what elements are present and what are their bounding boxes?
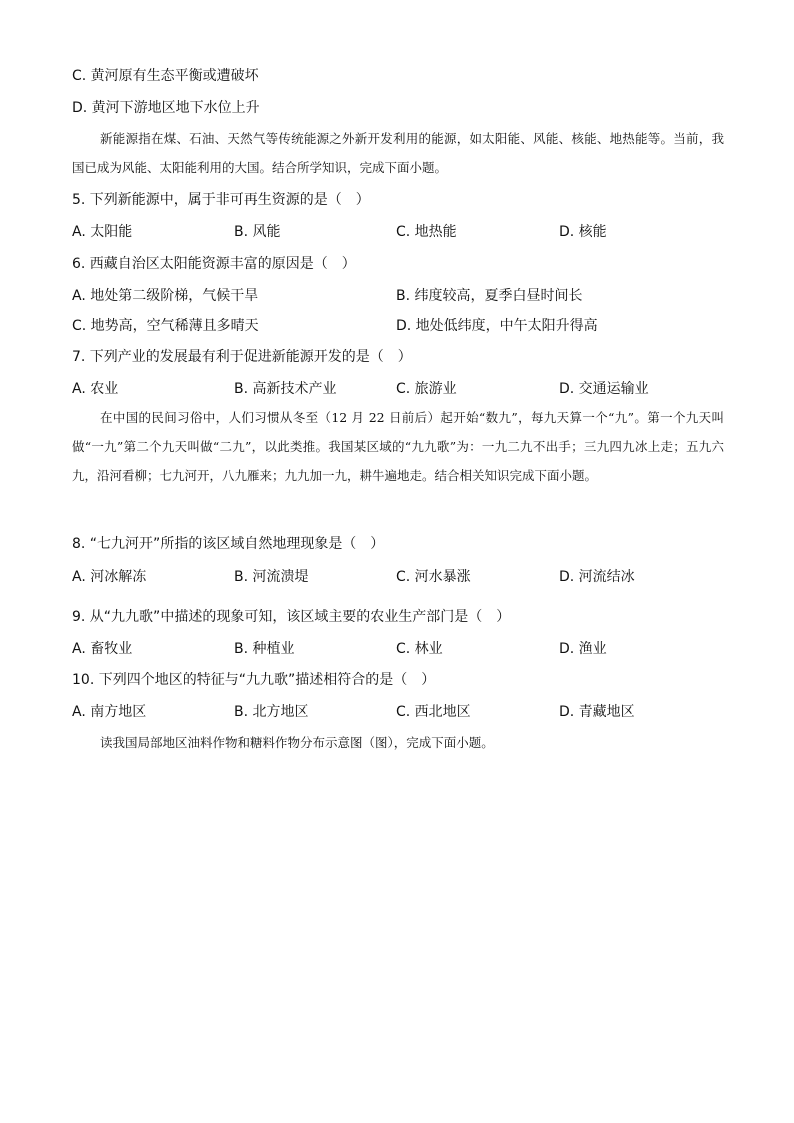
question-10-option-a: A. 南方地区 — [72, 704, 147, 720]
question-10-stem: 10. 下列四个地区的特征与“九九歌”描述相符合的是（ ） — [72, 672, 436, 688]
question-6-options-row1 — [72, 286, 724, 306]
question-7-options — [72, 379, 724, 399]
question-10-option-c: C. 西北地区 — [396, 704, 471, 720]
question-5-option-a: A. 太阳能 — [72, 224, 133, 240]
question-6-option-d: D. 地处低纬度，中午太阳升得高 — [396, 318, 598, 334]
reading-passage-jiujiu-song: 在中国的民间习俗中，人们习惯从冬至（12 月 22 日前后）起开始“数九”，每九天算一个“九”。第一个九天叫做“一九”第二个九天叫做“二九”，以此类推。我国某区域的“九九歌”为：一九二九不出手；三九四九冰上走；五九六九，沿河看柳；七九河开，八九雁来；九九加一九，耕牛遍地走。结合相关知识完成下面小题。 — [72, 410, 724, 483]
option-d-line: D. 黄河下游地区地下水位上升 — [72, 100, 260, 116]
question-6-option-b: B. 纬度较高，夏季白昼时间长 — [396, 288, 583, 304]
question-6-stem: 6. 西藏自治区太阳能资源丰富的原因是（ ） — [72, 256, 356, 272]
question-7-option-a: A. 农业 — [72, 381, 119, 397]
reading-passage-new-energy: 新能源指在煤、石油、天然气等传统能源之外新开发利用的能源，如太阳能、风能、核能、地热能等。当前，我国已成为风能、太阳能利用的大国。结合所学知识，完成下面小题。 — [72, 131, 724, 175]
question-5-option-d: D. 核能 — [559, 224, 607, 240]
question-5-options — [72, 222, 724, 242]
question-10-options — [72, 702, 724, 722]
question-9-option-b: B. 种植业 — [234, 641, 295, 657]
reading-passage-crops-map: 读我国局部地区油料作物和糖料作物分布示意图（图），完成下面小题。 — [100, 735, 494, 750]
question-7-option-b: B. 高新技术产业 — [234, 381, 337, 397]
question-6-options-row2 — [72, 316, 724, 336]
question-6-option-a: A. 地处第二级阶梯，气候干旱 — [72, 288, 259, 304]
question-9-option-d: D. 渔业 — [559, 641, 607, 657]
question-9-option-c: C. 林业 — [396, 641, 443, 657]
question-8-option-d: D. 河流结冰 — [559, 569, 635, 585]
option-c-line: C. 黄河原有生态平衡或遭破坏 — [72, 68, 259, 84]
question-10-option-b: B. 北方地区 — [234, 704, 309, 720]
question-9-stem: 9. 从“九九歌”中描述的现象可知，该区域主要的农业生产部门是（ ） — [72, 609, 511, 625]
question-5-stem: 5. 下列新能源中，属于非可再生资源的是（ ） — [72, 192, 370, 208]
question-5-option-b: B. 风能 — [234, 224, 281, 240]
question-8-stem: 8. “七九河开”所指的该区域自然地理现象是（ ） — [72, 536, 385, 552]
question-5-option-c: C. 地热能 — [396, 224, 457, 240]
question-10-option-d: D. 青藏地区 — [559, 704, 635, 720]
question-9-options — [72, 639, 724, 659]
question-7-stem: 7. 下列产业的发展最有利于促进新能源开发的是（ ） — [72, 349, 412, 365]
question-7-option-d: D. 交通运输业 — [559, 381, 649, 397]
question-7-option-c: C. 旅游业 — [396, 381, 457, 397]
question-6-option-c: C. 地势高，空气稀薄且多晴天 — [72, 318, 259, 334]
question-8-option-b: B. 河流溃堤 — [234, 569, 309, 585]
question-8-option-a: A. 河冰解冻 — [72, 569, 147, 585]
question-8-options — [72, 567, 724, 587]
question-9-option-a: A. 畜牧业 — [72, 641, 133, 657]
question-8-option-c: C. 河水暴涨 — [396, 569, 471, 585]
